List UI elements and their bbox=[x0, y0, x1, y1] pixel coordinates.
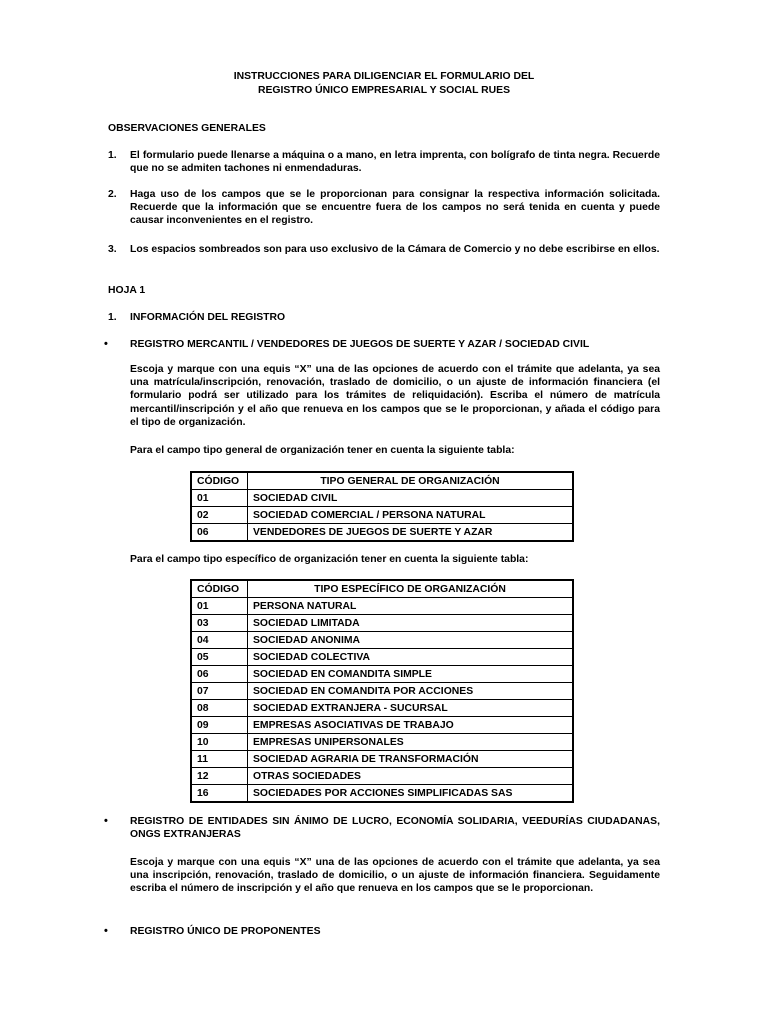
table-general-intro: Para el campo tipo general de organización tener en cuenta la siguiente tabla: bbox=[130, 445, 515, 456]
table-cell-code: 06 bbox=[191, 666, 248, 683]
table-cell-code: 04 bbox=[191, 632, 248, 649]
document-title-line-1: INSTRUCCIONES PARA DILIGENCIAR EL FORMULARIO DEL bbox=[233, 71, 535, 82]
specific-organization-table bbox=[190, 579, 574, 803]
bullet-title-esal: REGISTRO DE ENTIDADES SIN ÁNIMO DE LUCRO, ECONOMÍA SOLIDARIA, VEEDURÍAS CIUDADANAS, ONGS EXTRANJERAS bbox=[130, 816, 660, 841]
sheet-label: HOJA 1 bbox=[108, 285, 146, 296]
general-observations-heading: OBSERVACIONES GENERALES bbox=[108, 123, 266, 134]
general-item-number: 3. bbox=[108, 244, 117, 255]
document-title-line-2: REGISTRO ÚNICO EMPRESARIAL Y SOCIAL RUES bbox=[257, 85, 511, 96]
general-item-number: 2. bbox=[108, 189, 117, 200]
table-cell-code: 05 bbox=[191, 649, 248, 666]
table-cell-type: SOCIEDAD COMERCIAL / PERSONA NATURAL bbox=[248, 507, 574, 524]
table-cell-code: 10 bbox=[191, 734, 248, 751]
general-item-text: Haga uso de los campos que se le proporcionan para consignar la respectiva información solicitada. Recuerde que la información que se encuentre fuera de los campos no será tenida en cuenta y puede causar inconvenientes en el registro. bbox=[130, 189, 660, 227]
table-row bbox=[191, 785, 573, 803]
bullet-icon: • bbox=[104, 925, 108, 937]
general-item-text: El formulario puede llenarse a máquina o a mano, en letra imprenta, con bolígrafo de tinta negra. Recuerde que no se admiten tachones ni enmendaduras. bbox=[130, 150, 660, 175]
bullet-icon: • bbox=[104, 338, 108, 350]
table-cell-type: EMPRESAS UNIPERSONALES bbox=[248, 734, 574, 751]
table-row bbox=[191, 598, 573, 615]
general-item-text: Los espacios sombreados son para uso exclusivo de la Cámara de Comercio y no debe escribirse en ellos. bbox=[130, 244, 660, 255]
table-cell-type: EMPRESAS ASOCIATIVAS DE TRABAJO bbox=[248, 717, 574, 734]
table-row bbox=[191, 490, 573, 507]
table-row bbox=[191, 615, 573, 632]
table-row bbox=[191, 717, 573, 734]
table-cell-type: SOCIEDAD CIVIL bbox=[248, 490, 574, 507]
table-header-code: CÓDIGO bbox=[191, 472, 248, 490]
table-cell-type: SOCIEDADES POR ACCIONES SIMPLIFICADAS SAS bbox=[248, 785, 574, 803]
section-number: 1. bbox=[108, 312, 117, 323]
bullet-title-proponentes: REGISTRO ÚNICO DE PROPONENTES bbox=[130, 926, 321, 937]
table-row bbox=[191, 524, 573, 542]
table-cell-type: PERSONA NATURAL bbox=[248, 598, 574, 615]
table-cell-code: 07 bbox=[191, 683, 248, 700]
table-row bbox=[191, 649, 573, 666]
table-cell-code: 09 bbox=[191, 717, 248, 734]
table-cell-type: SOCIEDAD EXTRANJERA - SUCURSAL bbox=[248, 700, 574, 717]
table-cell-code: 11 bbox=[191, 751, 248, 768]
table-cell-type: OTRAS SOCIEDADES bbox=[248, 768, 574, 785]
section-title: INFORMACIÓN DEL REGISTRO bbox=[130, 312, 286, 323]
table-cell-code: 01 bbox=[191, 598, 248, 615]
table-cell-type: SOCIEDAD COLECTIVA bbox=[248, 649, 574, 666]
table-cell-code: 08 bbox=[191, 700, 248, 717]
table-row bbox=[191, 700, 573, 717]
table-row bbox=[191, 632, 573, 649]
table-cell-type: SOCIEDAD EN COMANDITA SIMPLE bbox=[248, 666, 574, 683]
table-cell-type: SOCIEDAD ANONIMA bbox=[248, 632, 574, 649]
mercantil-instructions: Escoja y marque con una equis “X” una de las opciones de acuerdo con el trámite que adelanta, ya sea una matrícula/inscripción, renovación, traslado de domicilio, o un ajuste de información financiera (el formulario podrá ser utilizado para los trámites de reliquidación). Escriba el número de matrícula mercantil/inscripción y el año que renueva en los campos que se le proporcionan, y añada el código para el tipo de organización. bbox=[130, 364, 660, 428]
table-row bbox=[191, 683, 573, 700]
table-cell-type: SOCIEDAD AGRARIA DE TRANSFORMACIÓN bbox=[248, 751, 574, 768]
table-cell-type: SOCIEDAD LIMITADA bbox=[248, 615, 574, 632]
table-row bbox=[191, 751, 573, 768]
table-header-code: CÓDIGO bbox=[191, 580, 248, 598]
general-organization-table bbox=[190, 471, 574, 542]
table-cell-code: 12 bbox=[191, 768, 248, 785]
esal-instructions: Escoja y marque con una equis “X” una de las opciones de acuerdo con el trámite que adelanta, ya sea una inscripción, renovación, traslado de domicilio, o un ajuste de información financiera. Seguidamente escriba el número de inscripción y el año que renueva en los campos que se le proporcionan. bbox=[130, 857, 660, 895]
table-cell-type: SOCIEDAD EN COMANDITA POR ACCIONES bbox=[248, 683, 574, 700]
table-cell-code: 06 bbox=[191, 524, 248, 542]
table-cell-type: VENDEDORES DE JUEGOS DE SUERTE Y AZAR bbox=[248, 524, 574, 542]
table-row bbox=[191, 768, 573, 785]
table-row bbox=[191, 666, 573, 683]
table-specific-intro: Para el campo tipo específico de organización tener en cuenta la siguiente tabla: bbox=[130, 554, 529, 565]
table-cell-code: 03 bbox=[191, 615, 248, 632]
table-header-type: TIPO GENERAL DE ORGANIZACIÓN bbox=[248, 472, 574, 490]
bullet-title-mercantil: REGISTRO MERCANTIL / VENDEDORES DE JUEGOS DE SUERTE Y AZAR / SOCIEDAD CIVIL bbox=[130, 339, 590, 350]
table-header-row bbox=[191, 472, 573, 490]
general-item-number: 1. bbox=[108, 150, 117, 161]
table-cell-code: 01 bbox=[191, 490, 248, 507]
table-row bbox=[191, 734, 573, 751]
table-cell-code: 16 bbox=[191, 785, 248, 803]
table-cell-code: 02 bbox=[191, 507, 248, 524]
table-header-type: TIPO ESPECÍFICO DE ORGANIZACIÓN bbox=[248, 580, 574, 598]
table-row bbox=[191, 507, 573, 524]
bullet-icon: • bbox=[104, 815, 108, 827]
table-header-row bbox=[191, 580, 573, 598]
